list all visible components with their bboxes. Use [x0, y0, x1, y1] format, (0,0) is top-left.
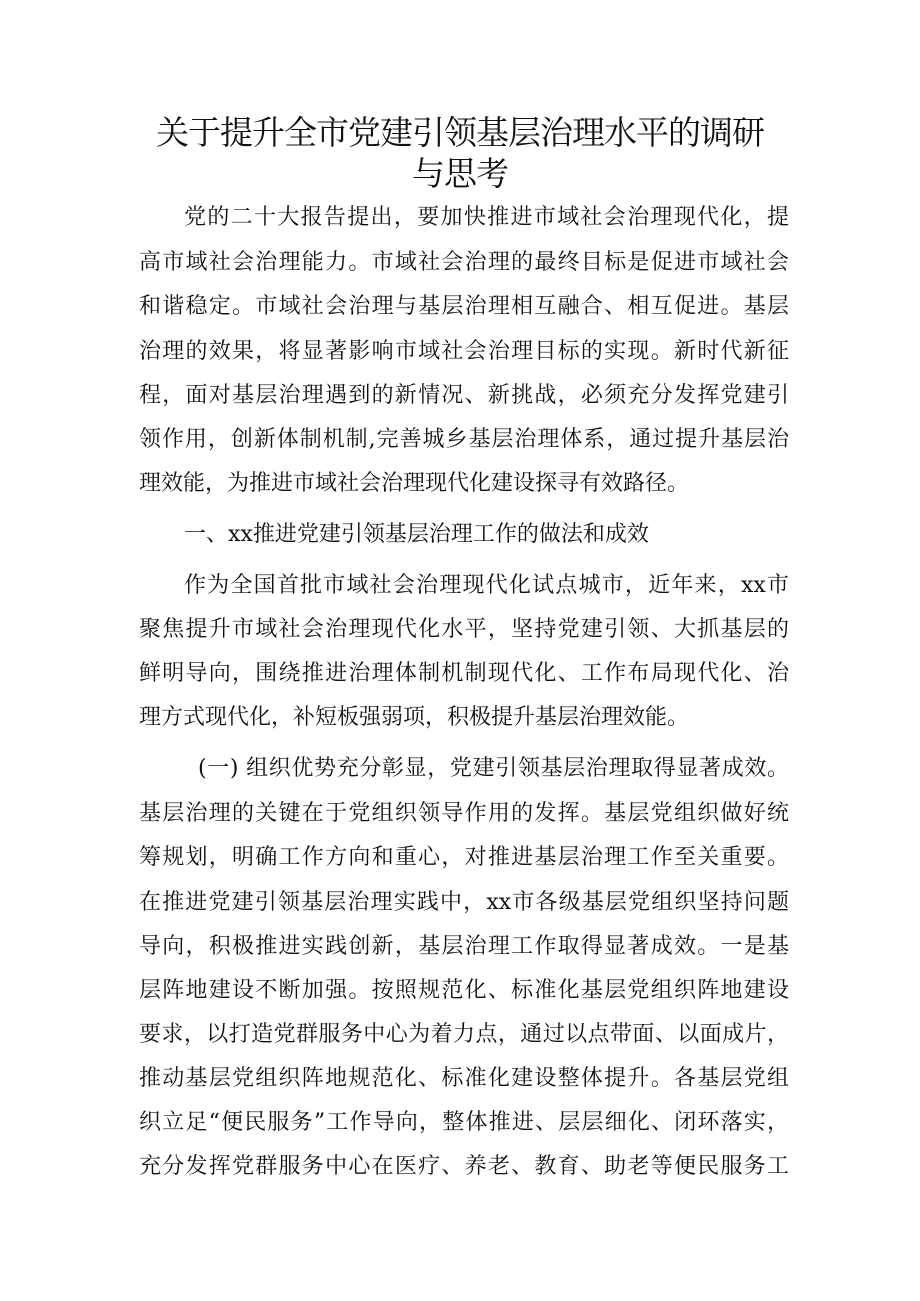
- paragraph-3-line: 织立足“便民服务”工作导向，整体推进、层层细化、闭环落实，: [139, 1110, 789, 1135]
- paragraph-2-line: 理方式现代化，补短板强弱项，积极提升基层治理效能。: [139, 705, 690, 730]
- paragraph-1-line: 理效能，为推进市域社会治理现代化建设探寻有效路径。: [139, 471, 690, 496]
- paragraph-1-line: 治理的效果，将显著影响市域社会治理目标的实现。新时代新征: [139, 339, 789, 364]
- document-title-line-2: 与思考: [412, 154, 508, 193]
- paragraph-1-line: 和谐稳定。市域社会治理与基层治理相互融合、相互促进。基层: [139, 294, 789, 319]
- paragraph-3-line: 推动基层党组织阵地规范化、标准化建设整体提升。各基层党组: [139, 1066, 789, 1091]
- paragraph-2-line: 聚焦提升市域社会治理现代化水平，坚持党建引领、大抓基层的: [139, 617, 789, 642]
- paragraph-3-line: (一) 组织优势充分彰显，党建引领基层治理取得显著成效。: [198, 756, 789, 781]
- paragraph-3-line: 层阵地建设不断加强。按照规范化、标准化基层党组织阵地建设: [139, 978, 789, 1003]
- paragraph-3-line: 要求，以打造党群服务中心为着力点，通过以点带面、以面成片，: [139, 1022, 789, 1047]
- paragraph-3-line: 筹规划，明确工作方向和重心，对推进基层治理工作至关重要。: [139, 845, 789, 870]
- paragraph-1-line: 高市域社会治理能力。市域社会治理的最终目标是促进市域社会: [139, 250, 789, 275]
- paragraph-2-line: 鲜明导向，围绕推进治理体制机制现代化、工作布局现代化、治: [139, 661, 789, 686]
- paragraph-1-line: 党的二十大报告提出，要加快推进市域社会治理现代化，提: [184, 205, 789, 230]
- paragraph-3-line: 在推进党建引领基层治理实践中，xx市各级基层党组织坚持问题: [139, 890, 789, 915]
- paragraph-1-line: 程，面对基层治理遇到的新情况、新挑战，必须充分发挥党建引: [139, 383, 789, 408]
- section-heading-1: 一、xx推进党建引领基层治理工作的做法和成效: [184, 522, 649, 547]
- document-title-line-1: 关于提升全市党建引领基层治理水平的调研: [156, 113, 764, 152]
- paragraph-3-line: 充分发挥党群服务中心在医疗、养老、教育、助老等便民服务工: [139, 1154, 789, 1179]
- paragraph-2-line: 作为全国首批市域社会治理现代化试点城市，近年来，xx市: [184, 573, 789, 598]
- paragraph-1-line: 领作用，创新体制机制,完善城乡基层治理体系，通过提升基层治: [139, 427, 789, 452]
- paragraph-3-line: 基层治理的关键在于党组织领导作用的发挥。基层党组织做好统: [139, 801, 789, 826]
- paragraph-3-line: 导向，积极推进实践创新，基层治理工作取得显著成效。一是基: [139, 934, 789, 959]
